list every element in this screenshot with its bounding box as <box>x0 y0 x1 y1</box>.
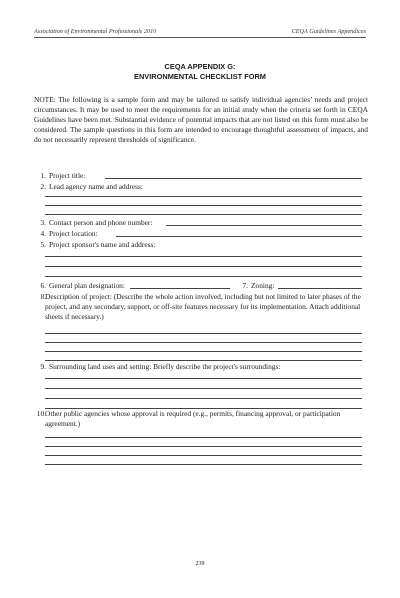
item-label: Project location: <box>49 229 98 238</box>
lead-agency-field-line[interactable] <box>45 214 362 215</box>
description-field-line[interactable] <box>45 333 362 334</box>
sponsor-field-line[interactable] <box>45 256 362 257</box>
item-number: 1. <box>40 171 46 180</box>
item-number: 8. <box>40 292 46 301</box>
other-agencies-field-line[interactable] <box>45 446 362 447</box>
item-label: General plan designation: <box>49 281 125 290</box>
location-field[interactable] <box>116 236 362 237</box>
surroundings-field-line[interactable] <box>45 378 362 379</box>
item-label: Zoning: <box>251 281 275 290</box>
lead-agency-field-line[interactable] <box>45 205 362 206</box>
item-number: 9. <box>40 362 46 371</box>
description-field-line[interactable] <box>45 360 362 361</box>
item-number: 6. <box>40 281 46 290</box>
header-divider <box>34 37 366 38</box>
running-header-right: CEQA Guidelines Appendices <box>291 28 366 35</box>
other-agencies-field-line[interactable] <box>45 437 362 438</box>
running-header-left: Association of Environmental Professionals 2010 <box>34 28 157 35</box>
item-label: Project title: <box>49 171 86 180</box>
sponsor-field-line[interactable] <box>45 276 362 277</box>
page-title: CEQA APPENDIX G: <box>164 62 236 71</box>
zoning-field[interactable] <box>278 288 362 289</box>
page-number: 239 <box>195 561 205 567</box>
item-label: Surrounding land uses and setting: Briefly describe the project's surroundings: <box>49 362 281 371</box>
item-number: 3. <box>40 218 46 227</box>
surroundings-field-line[interactable] <box>45 388 362 389</box>
item-label: Project sponsor's name and address: <box>49 240 156 249</box>
sponsor-field-line[interactable] <box>45 266 362 267</box>
item-number: 7. <box>242 281 248 290</box>
lead-agency-field-line[interactable] <box>45 196 362 197</box>
item-number: 10. <box>36 409 46 418</box>
page-subtitle: ENVIRONMENTAL CHECKLIST FORM <box>134 72 266 81</box>
other-agencies-label: Other public agencies whose approval is required (e.g., permits, financing approval, or participation agreement.) <box>45 409 341 428</box>
item-label: Contact person and phone number: <box>49 218 153 227</box>
project-title-field[interactable] <box>105 178 362 179</box>
item-number: 5. <box>40 240 46 249</box>
description-field-line[interactable] <box>45 351 362 352</box>
description-field-line[interactable] <box>45 342 362 343</box>
surroundings-field-line[interactable] <box>45 398 362 399</box>
description-label: Description of project: (Describe the whole action involved, including but not limited to later phases of the project, and any secondary, support, or off-site features necessary for its implementation. Attach additional sheets if necessary.) <box>45 292 361 321</box>
other-agencies-field-line[interactable] <box>45 455 362 456</box>
item-number: 2. <box>40 182 46 191</box>
other-agencies-field-line[interactable] <box>45 464 362 465</box>
item-label: Lead agency name and address: <box>49 182 143 191</box>
general-plan-field[interactable] <box>130 288 230 289</box>
note-paragraph: NOTE: The following is a sample form and may be tailored to satisfy individual agencies’ needs and project circumstances. It may be used to meet the requirements for an initial study when the criteria set forth in CEQA Guidelines have been met. Substantial evidence of potential impacts that are not listed on this form must also be considered. The sample questions in this form are intended to encourage thoughtful assessment of impacts, and do not necessarily represent thresholds of significance. <box>34 95 368 144</box>
item-number: 4. <box>40 229 46 238</box>
contact-field[interactable] <box>166 225 362 226</box>
